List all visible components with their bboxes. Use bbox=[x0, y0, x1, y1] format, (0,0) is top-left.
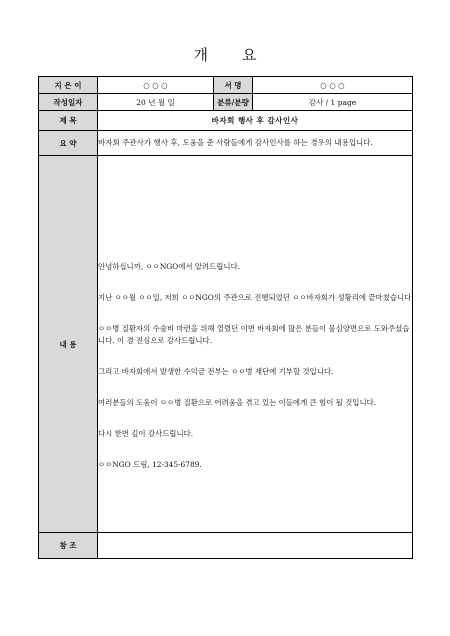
reference-value bbox=[98, 533, 413, 559]
category-label: 분류/분량 bbox=[214, 94, 253, 111]
content-paragraph: 다시 한번 깊이 감사드립니다. bbox=[98, 428, 194, 438]
document-title bbox=[0, 44, 450, 65]
signature-value: ○ ○ ○ bbox=[253, 77, 413, 94]
row-date-category bbox=[39, 94, 413, 111]
content-paragraph: ㅇㅇ병 질환자의 수술비 마련을 위해 열렸던 이번 바자회에 많은 분들이 물심양면으로 도와주셨습니다. 이 겸 진심으로 감사드립니다. bbox=[98, 323, 410, 345]
row-subject bbox=[39, 111, 413, 131]
author-label: 지 은 이 bbox=[39, 77, 98, 94]
document-title-part-2: 요 bbox=[242, 46, 257, 64]
content-label: 내 용 bbox=[39, 156, 98, 533]
reference-label: 참 조 bbox=[39, 533, 98, 559]
subject-value: 바자회 행사 후 감사인사 bbox=[98, 111, 413, 131]
summary-value: 바자회 주관사가 행사 후, 도움을 준 사람들에게 감사인사를 하는 경우의 내용입니다. bbox=[98, 131, 413, 156]
row-summary bbox=[39, 131, 413, 156]
category-value: 감사 / 1 page bbox=[253, 94, 413, 111]
summary-form-table bbox=[38, 76, 413, 559]
content-paragraph: 그리고 바자회에서 발생한 수익금 전부는 ㅇㅇ병 재단에 기부할 것입니다. bbox=[98, 366, 334, 376]
content-paragraph: 지난 ㅇㅇ월 ㅇㅇ일, 저희 ㅇㅇNGO의 주관으로 진행되었던 ㅇㅇ바자회가 성황리에 끝마쳤습니다 bbox=[98, 292, 412, 302]
content-body bbox=[98, 156, 413, 533]
author-value: ○ ○ ○ bbox=[98, 77, 214, 94]
signature-label: 서 명 bbox=[214, 77, 253, 94]
date-value: 20 년 월 일 bbox=[98, 94, 214, 111]
date-label: 작성일자 bbox=[39, 94, 98, 111]
row-reference bbox=[39, 533, 413, 559]
row-author-signature bbox=[39, 77, 413, 94]
content-paragraph: ㅇㅇNGO 드림, 12-345-6789. bbox=[98, 459, 202, 469]
row-content bbox=[39, 156, 413, 533]
subject-label: 제 목 bbox=[39, 111, 98, 131]
content-paragraph: 안녕하십니까, ㅇㅇNGO에서 알려드립니다. bbox=[98, 261, 241, 271]
document-title-part-1: 개 bbox=[193, 46, 208, 64]
content-paragraph: 여러분들의 도움이 ㅇㅇ병 질환으로 어려움을 겪고 있는 이들에게 큰 힘이 될 것입니다. bbox=[98, 397, 377, 407]
summary-label: 요 약 bbox=[39, 131, 98, 156]
